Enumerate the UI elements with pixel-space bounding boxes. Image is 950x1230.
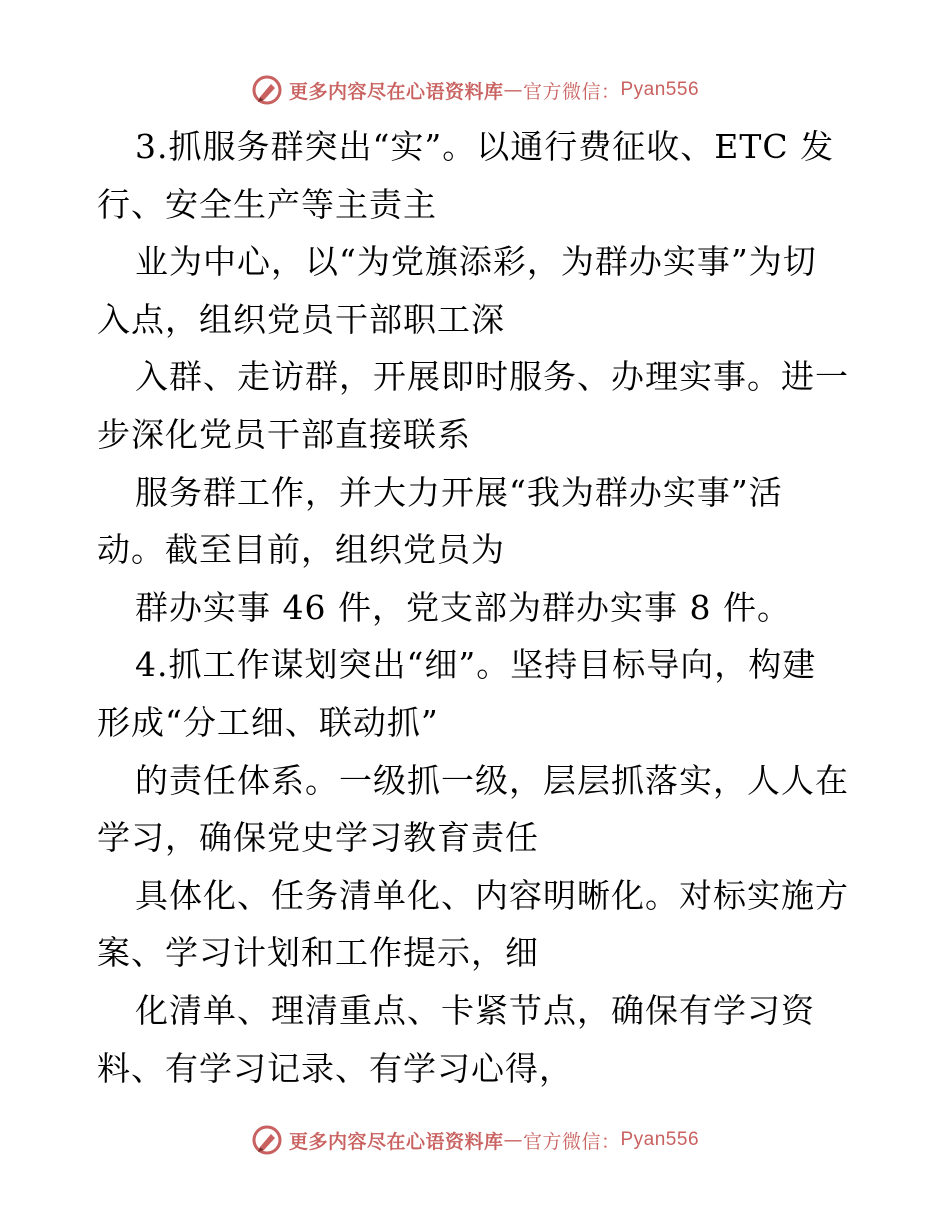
watermark-account-label: 官方微信： <box>522 80 621 103</box>
body-line: 学习，确保党史学习教育责任 <box>97 818 539 858</box>
watermark-account-id: Pyan556 <box>620 1129 700 1150</box>
watermark-header <box>0 70 950 110</box>
body-line: 具体化、任务清单化、内容明晰化。对标实施方 <box>135 875 849 915</box>
watermark-dash: — <box>503 79 523 101</box>
body-line: 入点，组织党员干部职工深 <box>97 299 505 339</box>
watermark-site-text: 更多内容尽在心语资料库 <box>288 80 504 103</box>
document-body <box>97 118 857 1097</box>
body-line: 行、安全生产等主责主 <box>97 184 437 224</box>
body-line: 化清单、理清重点、卡紧节点，确保有学习资 <box>135 990 815 1030</box>
watermark-footer <box>0 1120 950 1160</box>
body-line: 4.抓工作谋划突出“细”。坚持目标导向，构建 <box>135 645 817 685</box>
body-line: 服务群工作，并大力开展“我为群办实事”活 <box>135 472 783 512</box>
body-line: 入群、走访群，开展即时服务、办理实事。进一 <box>135 357 849 397</box>
pen-logo-icon <box>251 74 283 106</box>
body-line: 3.抓服务群突出“实”。以通行费征收、ETC 发 <box>135 127 835 166</box>
body-line: 的责任体系。一级抓一级，层层抓落实，人人在 <box>135 760 849 800</box>
body-line: 群办实事 46 件，党支部为群办实事 8 件。 <box>135 587 791 627</box>
watermark-account-id: Pyan556 <box>620 79 700 100</box>
body-line: 形成“分工细、联动抓” <box>97 702 439 742</box>
watermark-site-text: 更多内容尽在心语资料库 <box>288 1130 504 1153</box>
watermark-dash: — <box>503 1129 523 1151</box>
watermark-account-label: 官方微信： <box>522 1130 621 1153</box>
body-line: 案、学习计划和工作提示，细 <box>97 933 539 973</box>
body-line: 料、有学习记录、有学习心得， <box>97 1048 573 1088</box>
pen-logo-icon <box>251 1124 283 1156</box>
body-line: 步深化党员干部直接联系 <box>97 414 471 454</box>
body-line: 动。截至目前，组织党员为 <box>97 530 505 570</box>
body-line: 业为中心，以“为党旗添彩，为群办实事”为切 <box>135 242 817 282</box>
